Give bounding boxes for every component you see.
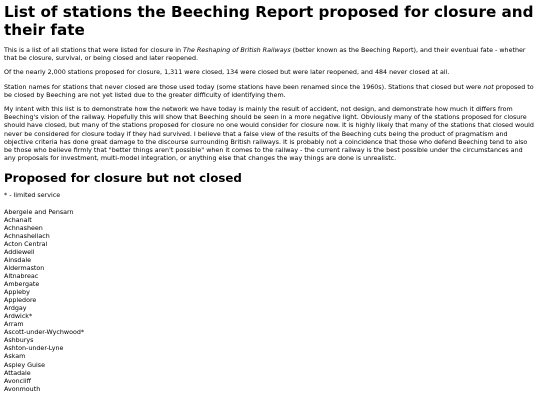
station-item: Aldermaston	[4, 264, 45, 272]
intro-p1-text-a: This is a list of all stations that were listed for closure in	[4, 47, 184, 54]
station-item: Askam	[4, 353, 26, 361]
station-item: Avoncliff	[4, 377, 32, 385]
station-item: Achanalt	[4, 216, 32, 224]
not-italic: not	[483, 83, 494, 91]
station-item: Attadale	[4, 369, 31, 377]
station-item: Ardgay	[4, 305, 27, 313]
station-item: Ashburys	[4, 337, 34, 345]
intro-paragraph-2: Of the nearly 2,000 stations proposed for closure, 1,311 were closed, 134 were closed but were later reopened, and 484 never closed at all.	[4, 69, 450, 77]
station-item: Arram	[4, 321, 24, 329]
section-heading: Proposed for closure but not closed	[4, 171, 242, 186]
station-item: Ashton-under-Lyne	[4, 345, 64, 353]
station-list	[4, 209, 536, 394]
station-item: Achnashellach	[4, 232, 50, 240]
limited-service-legend: * - limited service	[4, 192, 61, 200]
intro-p1-text-b: (better known as the Beeching Report), and their eventual fate - whether that be closure, survival, or being closed and later reopened.	[4, 47, 526, 63]
station-item: Ambergate	[4, 281, 40, 289]
station-item: Addiewell	[4, 248, 35, 256]
intro-p3-text-b: proposed to be closed by Beeching are not yet listed due to the greater difficulty of identifying them.	[4, 83, 534, 99]
station-item: Ascott-under-Wychwood*	[4, 329, 85, 337]
station-item: Altnabreac	[4, 273, 39, 281]
page-title: List of stations the Beeching Report proposed for closure and their fate	[4, 3, 534, 39]
intro-paragraph-3	[4, 84, 536, 100]
station-item: Abergele and Pensarn	[4, 208, 74, 216]
station-item: Appledore	[4, 297, 37, 305]
station-item: Aspley Guise	[4, 361, 46, 369]
station-item: Appleby	[4, 289, 30, 297]
station-item: Acton Central	[4, 240, 48, 248]
intro-paragraph-4: My intent with this list is to demonstrate how the network we have today is mainly the result of accident, not design, and demonstrate how much it differs from Beeching's vision of the railway. Hopefully this will show that Beeching should be seen in a more negative light. Obviously many of the stations proposed for closure should have closed, but many of the stations proposed for closure no one would consider for closure now. It is highly likely that many of the stations that closed would never be considered for closure today if they had survived. I believe that a false view of the results of the Beeching cuts being the product of pragmatism and objective criteria has done great damage to the discourse surrounding British railways. It is probably not a coincidence that those who defend Beeching tend to also be those who believe firmly that "better things aren't possible" when it comes to the railway - the current railway is the best possible under the circumstances and any proposals for investment, multi-model integration, or anything else that changes the way things are done is unrealistc.	[4, 106, 534, 163]
station-item: Ardwick*	[4, 313, 33, 321]
station-item: Achnasheen	[4, 224, 43, 232]
intro-p3-text-a: Station names for stations that never closed are those used today (some stations have been renamed since the 1960s). Stations that closed but were	[4, 83, 484, 91]
page	[4, 0, 536, 394]
report-title-italic: The Reshaping of British Railways	[183, 47, 291, 54]
intro-paragraph-1	[4, 47, 536, 63]
station-item: Avonmouth	[4, 385, 41, 393]
station-item: Ainsdale	[4, 256, 32, 264]
